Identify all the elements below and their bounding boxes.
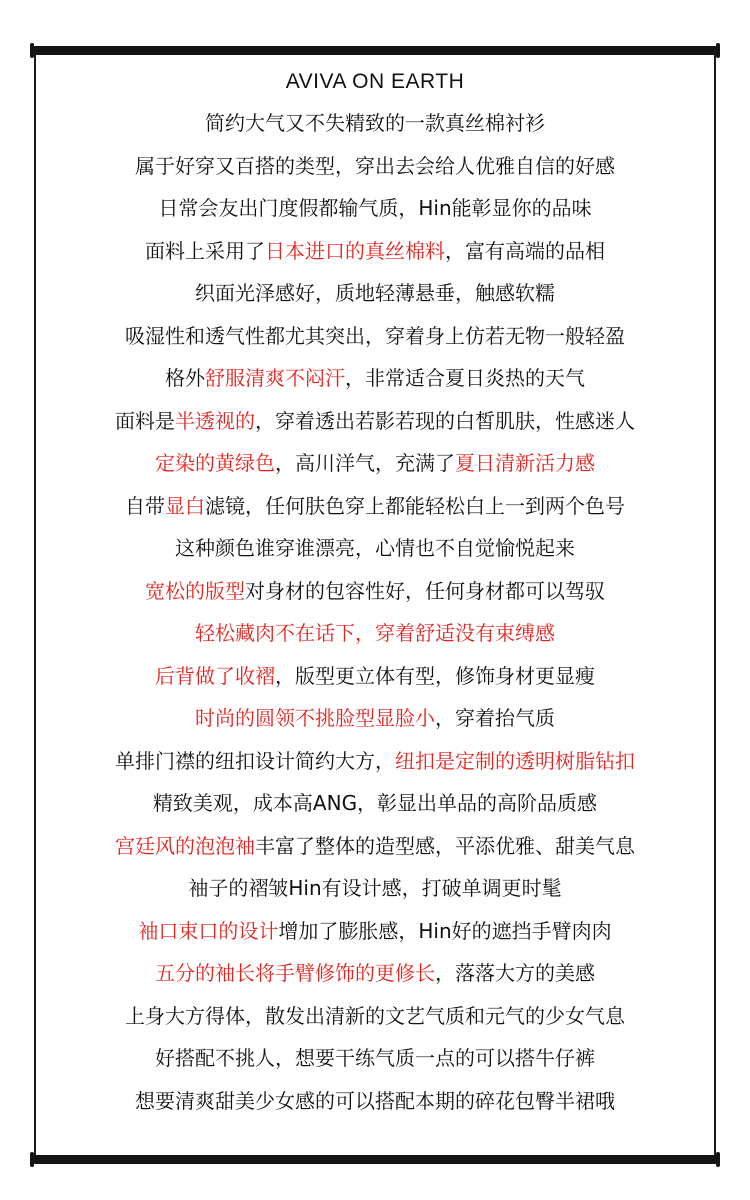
plain-text: 好搭配不挑人，想要干练气质一点的可以搭牛仔裤 [155, 1046, 595, 1070]
description-line [36, 655, 714, 698]
description-line [36, 570, 714, 613]
plain-text: 增加了膨胀感，Hin好的遮挡手臂肉肉 [278, 918, 612, 943]
plain-text: ，高川洋气，充满了 [275, 451, 455, 475]
plain-text: ，穿着透出若影若现的白皙肌肤，性感迷人 [255, 408, 635, 433]
description-line [36, 485, 714, 528]
highlight-text: 五分的袖长将手臂修饰的更修长 [155, 961, 435, 985]
description-line [36, 1037, 714, 1080]
highlight-text: 舒服清爽不闷汗 [205, 366, 345, 390]
highlight-text: 袖口束口的设计 [138, 918, 279, 943]
plain-text: ，非常适合夏日炎热的天气 [345, 366, 585, 390]
description-line [36, 145, 714, 188]
description-line [36, 187, 714, 230]
plain-text: 滤镜，任何肤色穿上都能轻松白上一到两个色号 [205, 493, 625, 518]
description-line [36, 782, 714, 825]
plain-text: 上身大方得体，散发出清新的文艺气质和元气的少女气息 [125, 1003, 625, 1028]
plain-text: 想要清爽甜美少女感的可以搭配本期的碎花包臀半裙哦 [135, 1088, 615, 1113]
description-line [36, 612, 714, 655]
plain-text: 简约大气又不失精致的一款真丝棉衬衫 [205, 111, 545, 135]
description-line [36, 952, 714, 995]
description-line [36, 527, 714, 570]
plain-text: ，穿着抬气质 [435, 706, 555, 730]
highlight-text: 夏日清新活力感 [455, 451, 595, 475]
description-panel [36, 62, 714, 1122]
plain-text: 对身材的包容性好，任何身材都可以驾驭 [245, 578, 605, 603]
highlight-text: 后背做了收褶 [155, 663, 275, 688]
highlight-text: 宽松的版型 [145, 578, 245, 603]
description-line [36, 102, 714, 145]
plain-text: 面料上采用了 [145, 238, 265, 263]
description-line [36, 1080, 714, 1123]
description-line [36, 697, 714, 740]
plain-text: ，版型更立体有型，修饰身材更显瘦 [275, 663, 595, 688]
top-border-bar [32, 46, 718, 55]
plain-text: ，落落大方的美感 [435, 961, 595, 985]
plain-text: 属于好穿又百搭的类型，穿出去会给人优雅自信的好感 [135, 153, 615, 178]
description-line [36, 315, 714, 358]
plain-text: 单排门襟的纽扣设计简约大方， [115, 748, 395, 773]
highlight-text: 宫廷风的泡泡袖 [115, 833, 255, 858]
description-line [36, 442, 714, 485]
description-line [36, 910, 714, 953]
plain-text: 吸湿性和透气性都尤其突出，穿着身上仿若无物一般轻盈 [125, 323, 625, 348]
description-line [36, 357, 714, 400]
highlight-text: 纽扣是定制的透明树脂钻扣 [395, 748, 635, 773]
plain-text: 精致美观，成本高ANG，彰显出单品的高阶品质感 [152, 791, 598, 815]
plain-text: 格外 [165, 366, 205, 390]
description-line [36, 740, 714, 783]
description-line [36, 825, 714, 868]
right-border-line [714, 52, 716, 1158]
description-line [36, 272, 714, 315]
highlight-text: 日本进口的真丝棉料 [265, 238, 445, 263]
description-line [36, 867, 714, 910]
highlight-text: 轻松藏肉不在话下，穿着舒适没有束缚感 [195, 621, 555, 645]
plain-text: 这种颜色谁穿谁漂亮，心情也不自觉愉悦起来 [175, 536, 575, 560]
plain-text: 丰富了整体的造型感，平添优雅、甜美气息 [255, 833, 635, 858]
highlight-text: 显白 [165, 493, 205, 518]
plain-text: ，富有高端的品相 [445, 238, 605, 263]
highlight-text: 定染的黄绿色 [155, 451, 275, 475]
bottom-border-bar [32, 1155, 718, 1164]
description-line [36, 400, 714, 443]
plain-text: 织面光泽感好，质地轻薄悬垂，触感软糯 [195, 281, 555, 305]
plain-text: 袖子的褶皱Hin有设计感，打破单调更时髦 [188, 876, 562, 900]
highlight-text: 时尚的圆领不挑脸型显脸小 [195, 706, 435, 730]
description-line [36, 230, 714, 273]
plain-text: 日常会友出门度假都输气质，Hin能彰显你的品味 [158, 196, 592, 220]
description-lines [36, 102, 714, 1122]
description-line [36, 995, 714, 1038]
plain-text: 自带 [125, 493, 165, 518]
plain-text: 面料是 [115, 408, 175, 433]
highlight-text: 半透视的 [175, 408, 255, 433]
brand-title: AVIVA ON EARTH [285, 70, 465, 93]
